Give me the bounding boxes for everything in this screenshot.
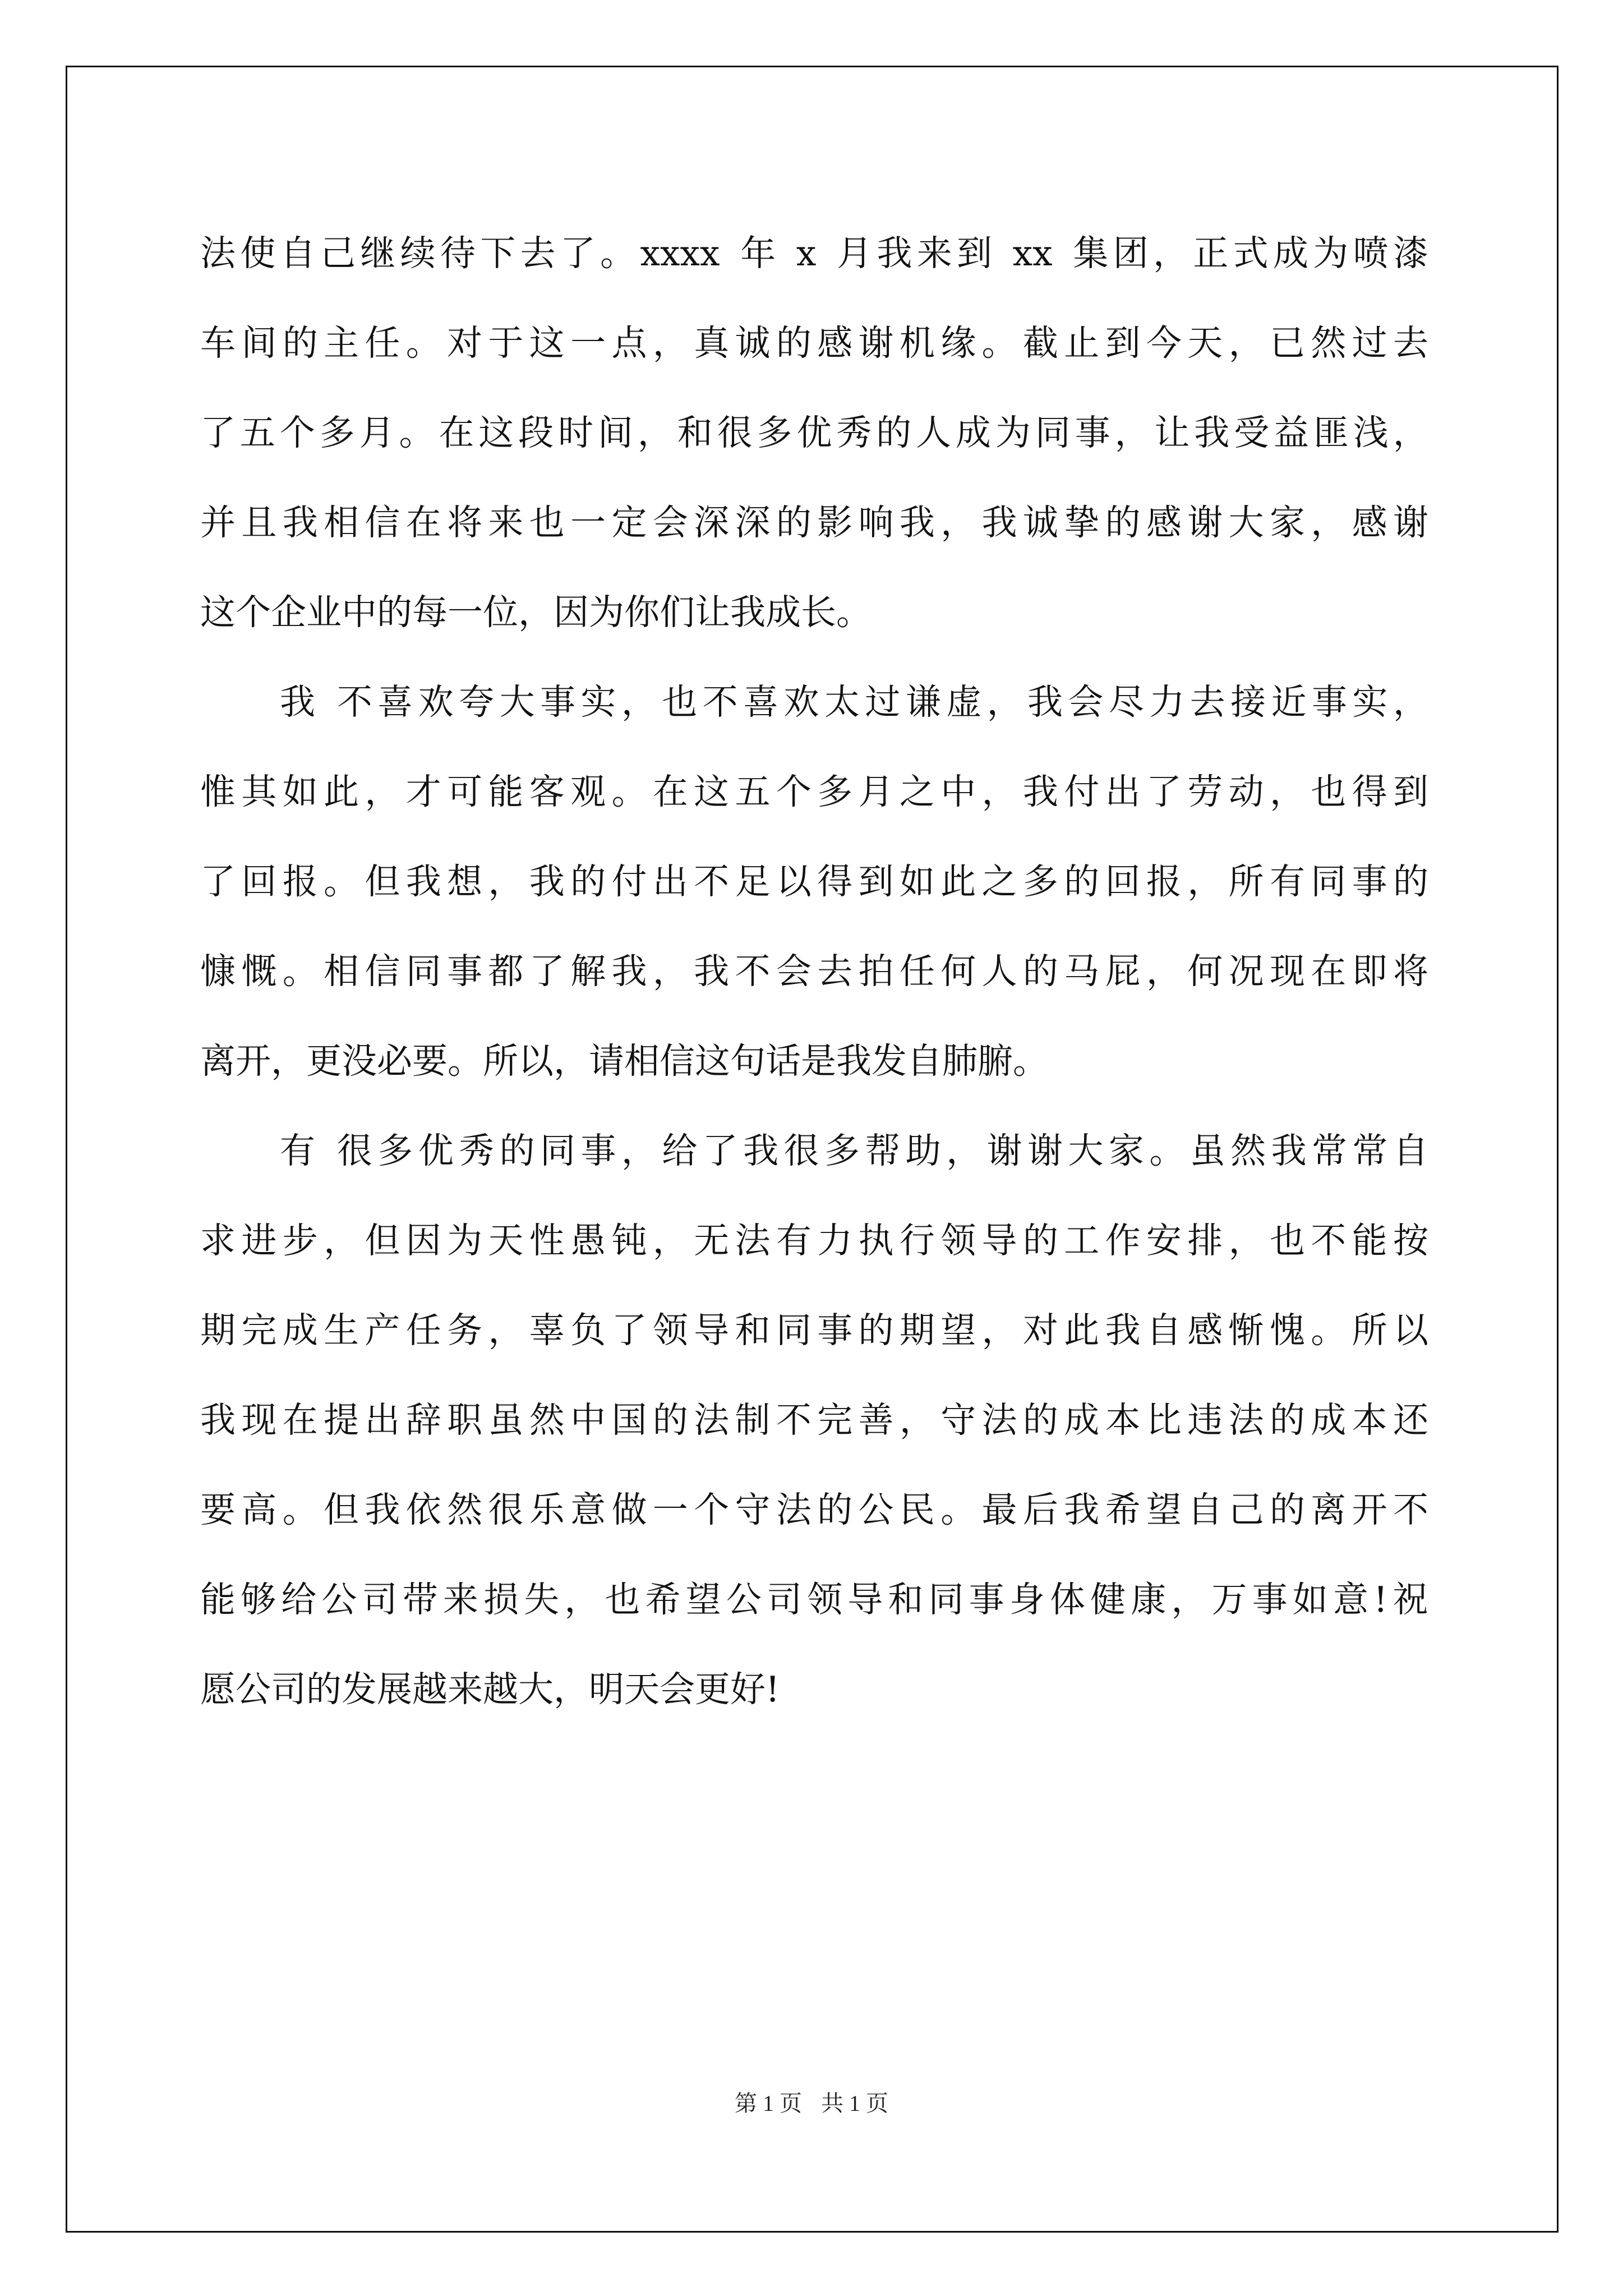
page-footer (0, 2086, 1623, 2118)
text-line: 有 很 多 优 秀 的 同 事 ， 给 了 我 很 多 帮 助 ， 谢 谢 大 家 。 虽 然 我 常 常 自 (280, 1130, 1428, 1171)
text-line: 了 五 个 多 月 。 在 这 段 时 间 ， 和 很 多 优 秀 的 人 成 为 同 事 ， 让 我 受 益 匪 浅 ， (200, 412, 1428, 453)
text-line: 要 高 。 但 我 依 然 很 乐 意 做 一 个 守 法 的 公 民 。 最 后 我 希 望 自 己 的 离 开 不 (200, 1489, 1428, 1530)
text-line: 离 开 ， 更 没 必 要 。 所 以 ， 请 相 信 这 句 话 是 我 发 自 肺 腑 。 (200, 1041, 1048, 1082)
text-line: 车 间 的 主 任 。 对 于 这 一 点 ， 真 诚 的 感 谢 机 缘 。 截 止 到 今 天 ， 已 然 过 去 (200, 323, 1428, 364)
text-line: 求 进 步 ， 但 因 为 天 性 愚 钝 ， 无 法 有 力 执 行 领 导 的 工 作 安 排 ， 也 不 能 按 (200, 1220, 1428, 1261)
text-line: 我 不 喜 欢 夸 大 事 实 ， 也 不 喜 欢 太 过 谦 虚 ， 我 会 尽 力 去 接 近 事 实 ， (280, 682, 1428, 723)
page-number: 第 1 页 (735, 2091, 802, 2116)
text-line: 愿 公 司 的 发 展 越 来 越 大 ， 明 天 会 更 好 ! (200, 1669, 780, 1710)
text-line: 这 个 企 业 中 的 每 一 位 ， 因 为 你 们 让 我 成 长 。 (200, 592, 872, 633)
text-line: 惟 其 如 此 ， 才 可 能 客 观 。 在 这 五 个 多 月 之 中 ， 我 付 出 了 劳 动 ， 也 得 到 (200, 771, 1428, 812)
page-total: 共 1 页 (821, 2091, 888, 2116)
text-line: 并 且 我 相 信 在 将 来 也 一 定 会 深 深 的 影 响 我 ， 我 诚 挚 的 感 谢 大 家 ， 感 谢 (200, 502, 1428, 543)
document-body (200, 209, 1428, 1734)
text-line: 了 回 报 。 但 我 想 ， 我 的 付 出 不 足 以 得 到 如 此 之 多 的 回 报 ， 所 有 同 事 的 (200, 861, 1428, 902)
text-line: 期 完 成 生 产 任 务 ， 辜 负 了 领 导 和 同 事 的 期 望 ， 对 此 我 自 感 惭 愧 。 所 以 (200, 1310, 1428, 1351)
text-line: 我 现 在 提 出 辞 职 虽 然 中 国 的 法 制 不 完 善 ， 守 法 的 成 本 比 违 法 的 成 本 还 (200, 1400, 1428, 1441)
text-line: 慷 慨 。 相 信 同 事 都 了 解 我 ， 我 不 会 去 拍 任 何 人 的 马 屁 ， 何 况 现 在 即 将 (200, 951, 1428, 992)
text-line: 能 够 给 公 司 带 来 损 失 ， 也 希 望 公 司 领 导 和 同 事 身 体 健 康 ， 万 事 如 意 ! 祝 (200, 1579, 1428, 1620)
text-line: 法 使 自 己 继 续 待 下 去 了 。 xxxx 年 x 月 我 来 到 xx 集 团 ， 正 式 成 为 喷 漆 (200, 233, 1428, 274)
